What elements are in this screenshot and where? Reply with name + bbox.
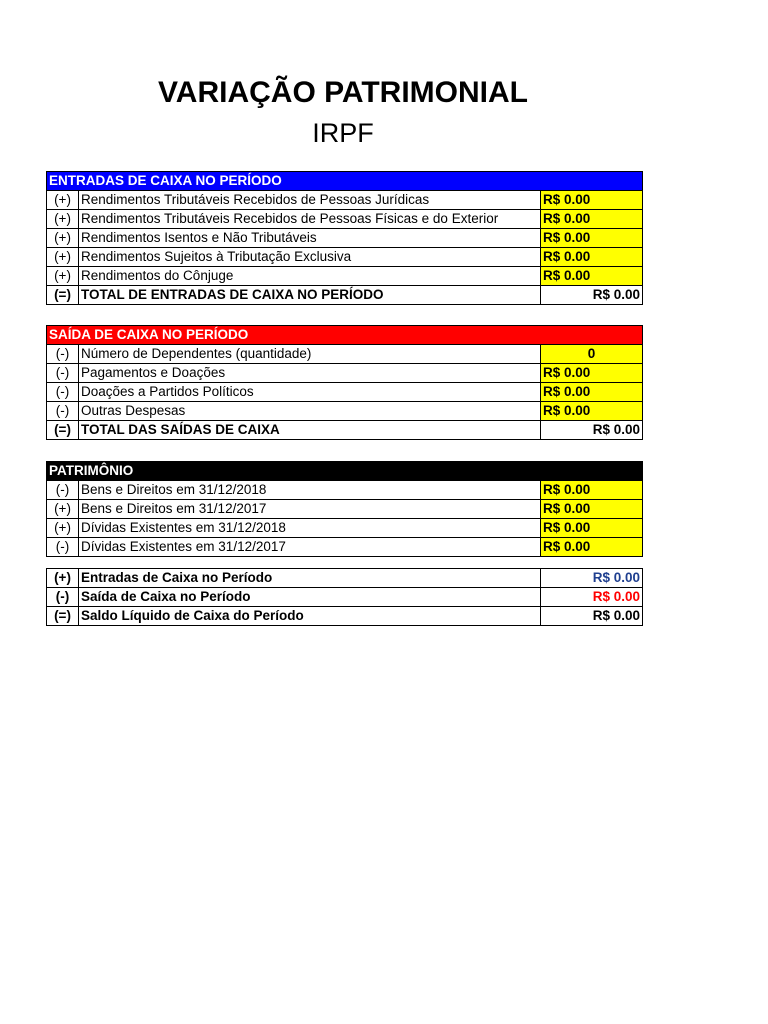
table-row — [47, 519, 643, 538]
table-row — [47, 210, 643, 229]
total-row — [47, 421, 643, 440]
value-cell[interactable]: R$ 0.00 — [541, 364, 643, 383]
total-value: R$ 0.00 — [541, 286, 643, 305]
entradas-table — [46, 171, 643, 305]
value-cell[interactable]: R$ 0.00 — [541, 210, 643, 229]
value-cell[interactable]: R$ 0.00 — [541, 267, 643, 286]
total-label: TOTAL DAS SAÍDAS DE CAIXA — [79, 421, 541, 440]
value-cell[interactable]: R$ 0.00 — [541, 538, 643, 557]
row-operator: (-) — [47, 345, 79, 364]
row-label: Dívidas Existentes em 31/12/2017 — [79, 538, 541, 557]
row-operator: (-) — [47, 588, 79, 607]
page-title: VARIAÇÃO PATRIMONIAL — [158, 76, 528, 109]
resumo-table — [46, 568, 643, 626]
value-cell[interactable]: 0 — [541, 345, 643, 364]
summary-label: Saída de Caixa no Período — [79, 588, 541, 607]
table-row — [47, 364, 643, 383]
row-operator: (-) — [47, 364, 79, 383]
row-operator: (-) — [47, 481, 79, 500]
entradas-header-row — [47, 172, 643, 191]
summary-value: R$ 0.00 — [541, 588, 643, 607]
row-operator: (-) — [47, 383, 79, 402]
table-row — [47, 383, 643, 402]
row-label: Rendimentos do Cônjuge — [79, 267, 541, 286]
table-row — [47, 191, 643, 210]
row-label: Outras Despesas — [79, 402, 541, 421]
summary-row — [47, 588, 643, 607]
table-row — [47, 402, 643, 421]
row-label: Rendimentos Tributáveis Recebidos de Pessoas Jurídicas — [79, 191, 541, 210]
table-row — [47, 481, 643, 500]
row-label: Número de Dependentes (quantidade) — [79, 345, 541, 364]
value-cell[interactable]: R$ 0.00 — [541, 229, 643, 248]
value-cell[interactable]: R$ 0.00 — [541, 519, 643, 538]
saidas-header-row — [47, 326, 643, 345]
row-label: Rendimentos Tributáveis Recebidos de Pessoas Físicas e do Exterior — [79, 210, 541, 229]
table-row — [47, 500, 643, 519]
row-operator: (-) — [47, 538, 79, 557]
row-operator: (+) — [47, 248, 79, 267]
summary-label: Saldo Líquido de Caixa do Período — [79, 607, 541, 626]
row-label: Dívidas Existentes em 31/12/2018 — [79, 519, 541, 538]
patrimonio-header: PATRIMÔNIO — [47, 462, 643, 481]
value-cell[interactable]: R$ 0.00 — [541, 481, 643, 500]
row-operator: (+) — [47, 229, 79, 248]
row-label: Rendimentos Isentos e Não Tributáveis — [79, 229, 541, 248]
row-operator: (+) — [47, 519, 79, 538]
summary-value: R$ 0.00 — [541, 569, 643, 588]
summary-row — [47, 569, 643, 588]
total-value: R$ 0.00 — [541, 421, 643, 440]
row-operator: (=) — [47, 607, 79, 626]
value-cell[interactable]: R$ 0.00 — [541, 383, 643, 402]
row-operator: (-) — [47, 402, 79, 421]
patrimonio-table — [46, 461, 643, 557]
row-operator: (+) — [47, 191, 79, 210]
summary-row — [47, 607, 643, 626]
row-operator: (=) — [47, 421, 79, 440]
summary-value: R$ 0.00 — [541, 607, 643, 626]
row-operator: (+) — [47, 500, 79, 519]
saidas-header: SAÍDA DE CAIXA NO PERÍODO — [47, 326, 643, 345]
value-cell[interactable]: R$ 0.00 — [541, 248, 643, 267]
value-cell[interactable]: R$ 0.00 — [541, 500, 643, 519]
table-row — [47, 267, 643, 286]
value-cell[interactable]: R$ 0.00 — [541, 191, 643, 210]
row-operator: (=) — [47, 286, 79, 305]
total-label: TOTAL DE ENTRADAS DE CAIXA NO PERÍODO — [79, 286, 541, 305]
saidas-table — [46, 325, 643, 440]
row-label: Doações a Partidos Políticos — [79, 383, 541, 402]
entradas-header: ENTRADAS DE CAIXA NO PERÍODO — [47, 172, 643, 191]
row-operator: (+) — [47, 569, 79, 588]
row-operator: (+) — [47, 267, 79, 286]
table-row — [47, 538, 643, 557]
row-label: Bens e Direitos em 31/12/2017 — [79, 500, 541, 519]
table-row — [47, 248, 643, 267]
row-label: Pagamentos e Doações — [79, 364, 541, 383]
page-subtitle: IRPF — [312, 118, 374, 148]
total-row — [47, 286, 643, 305]
row-label: Bens e Direitos em 31/12/2018 — [79, 481, 541, 500]
table-row — [47, 229, 643, 248]
row-label: Rendimentos Sujeitos à Tributação Exclusiva — [79, 248, 541, 267]
table-row — [47, 345, 643, 364]
value-cell[interactable]: R$ 0.00 — [541, 402, 643, 421]
row-operator: (+) — [47, 210, 79, 229]
summary-label: Entradas de Caixa no Período — [79, 569, 541, 588]
patrimonio-header-row — [47, 462, 643, 481]
